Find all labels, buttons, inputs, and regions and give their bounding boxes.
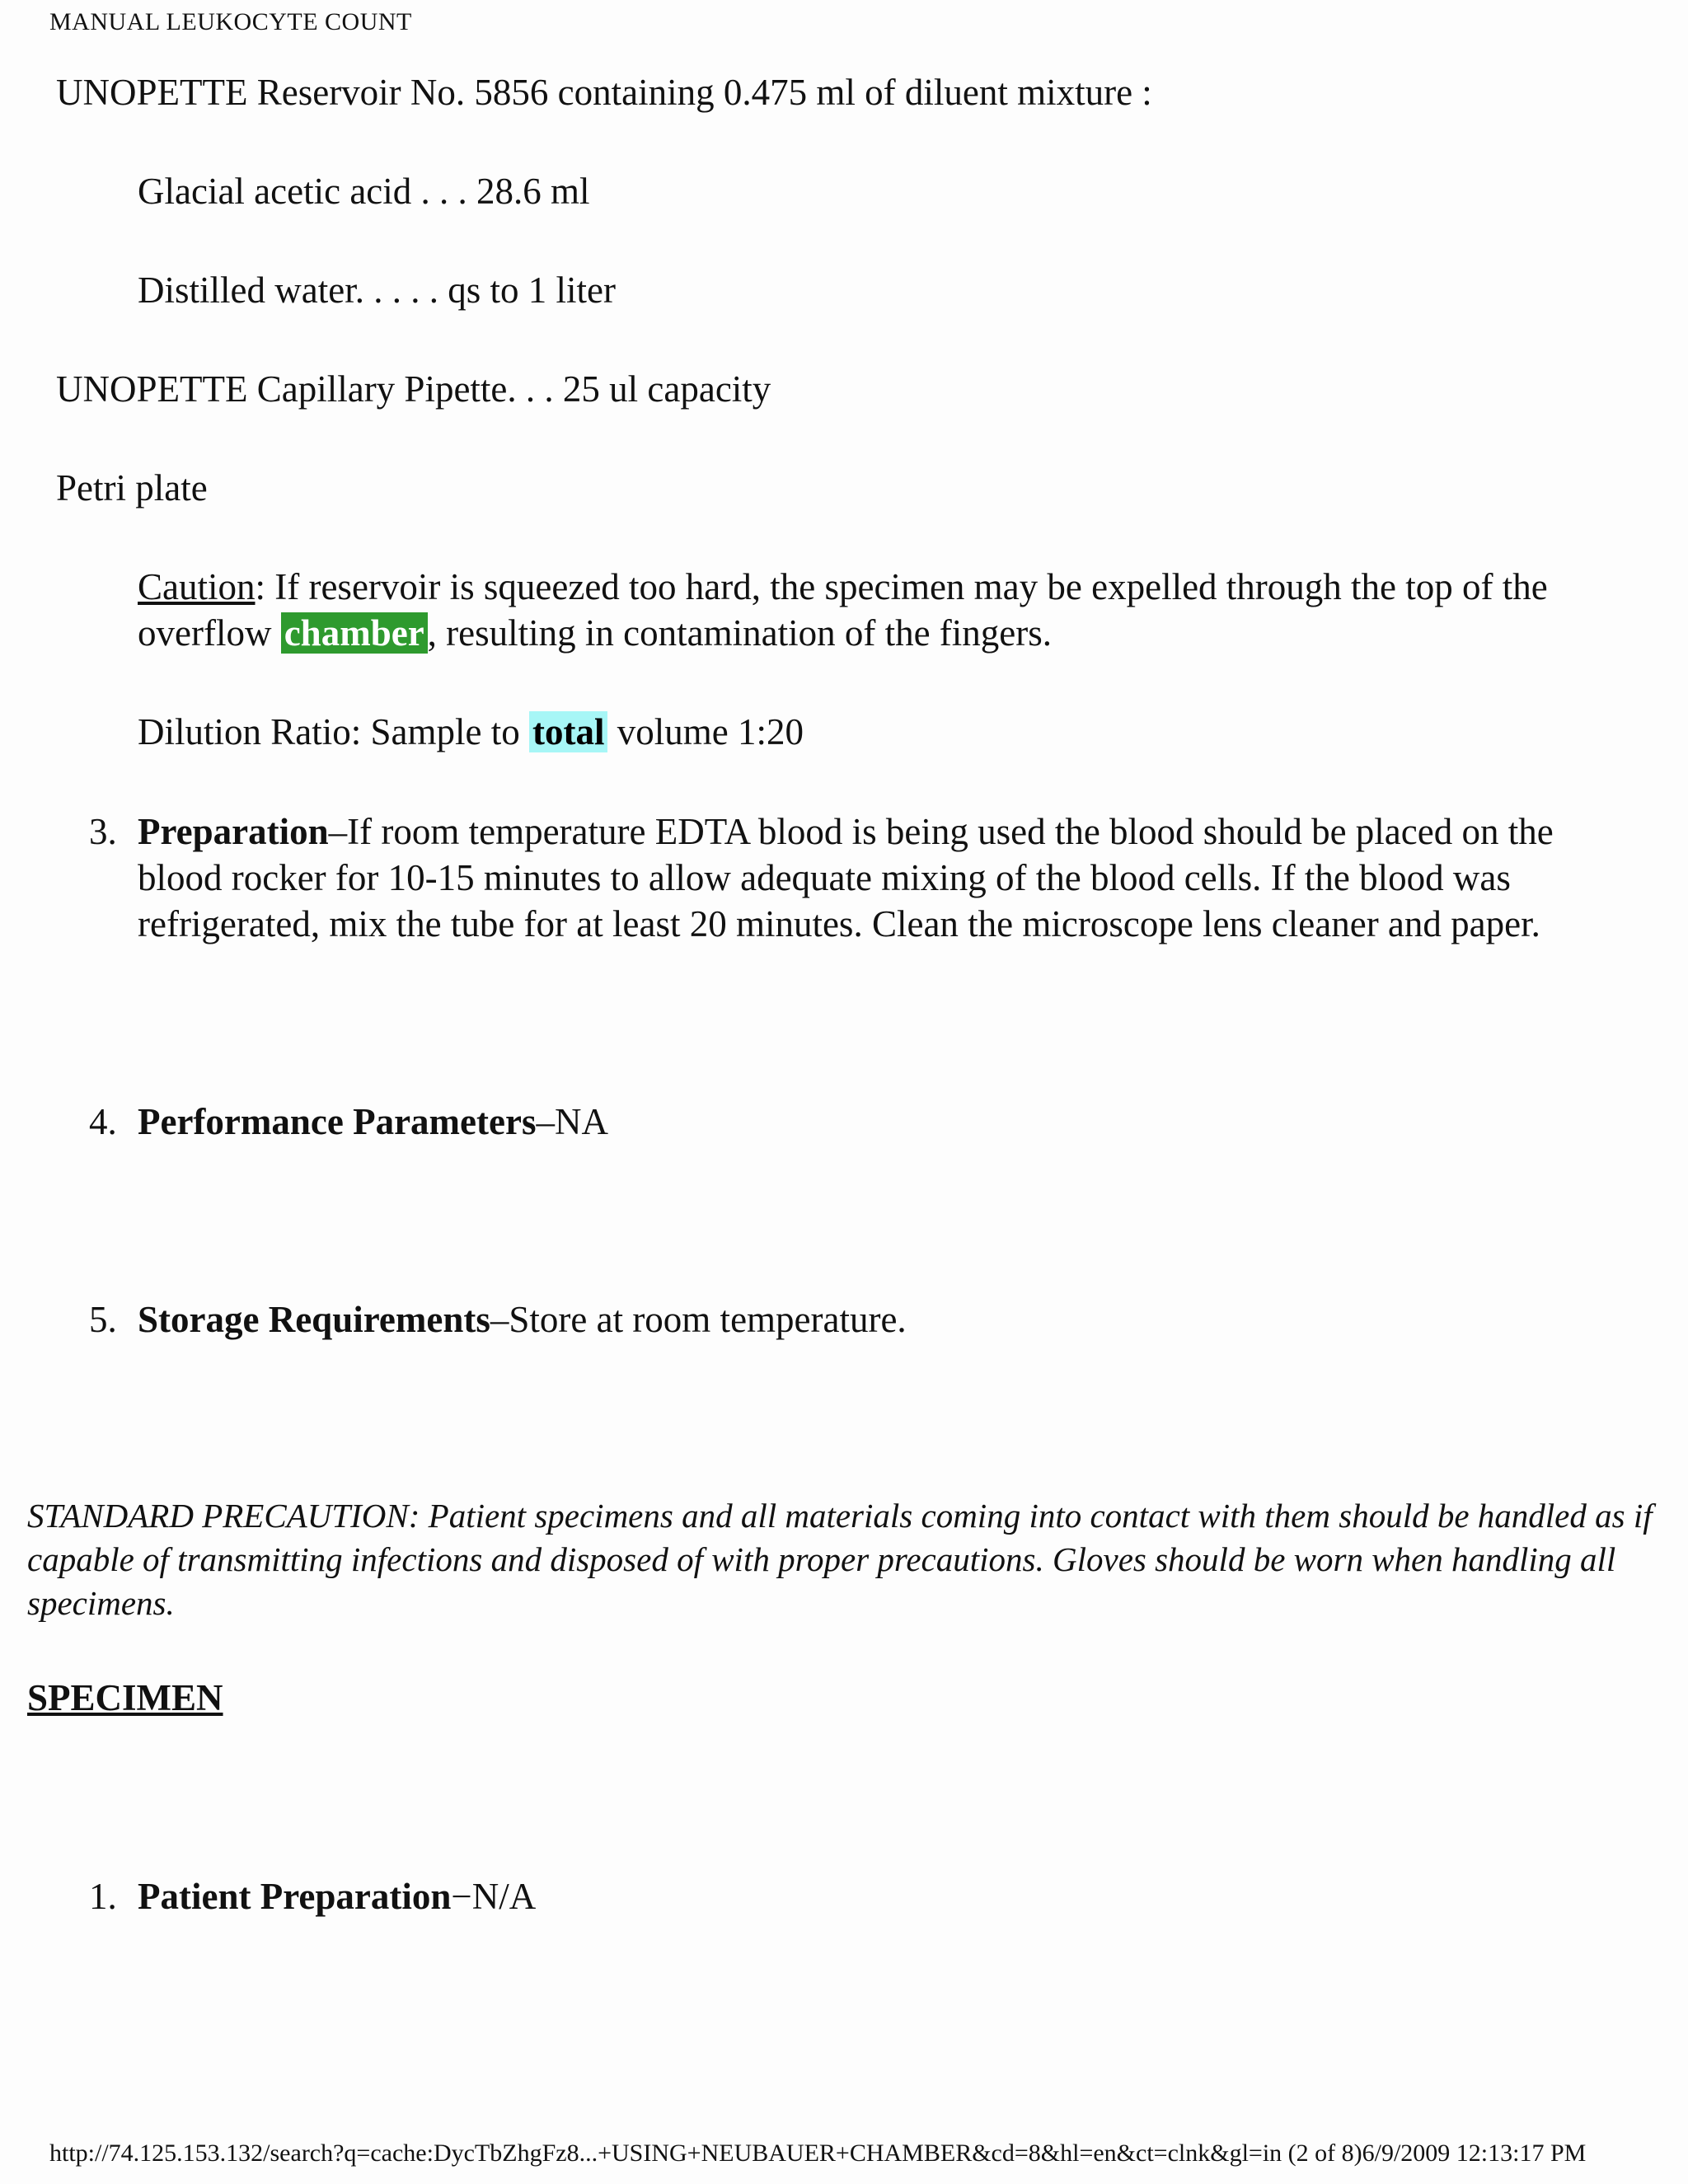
petri-plate-line: Petri plate xyxy=(56,467,208,509)
caution-label: Caution xyxy=(138,566,256,607)
dilution-ratio-line xyxy=(138,709,804,755)
reservoir-line: UNOPETTE Reservoir No. 5856 containing 0.475 ml of diluent mixture : xyxy=(56,72,1152,113)
preparation-title: Preparation xyxy=(138,811,329,852)
footer-url: http://74.125.153.132/search?q=cache:DycTbZhgFz8...+USING+NEUBAUER+CHAMBER&cd=8&hl=en&ct=clnk&gl=in (2 of 8)6/9/2009 12:13:17 PM xyxy=(49,2139,1587,2167)
caution-text-1: : If reservoir is squeezed too hard, the specimen may be expelled through the top of the overflow xyxy=(138,566,1548,654)
highlight-total: total xyxy=(529,711,607,752)
caution-paragraph xyxy=(138,564,1646,656)
preparation-paragraph xyxy=(138,808,1646,947)
distilled-water-line: Distilled water. . . . . qs to 1 liter xyxy=(138,269,616,311)
pipette-line: UNOPETTE Capillary Pipette. . . 25 ul capacity xyxy=(56,368,771,410)
performance-parameters-line xyxy=(138,1099,608,1145)
storage-title: Storage Requirements xyxy=(138,1299,490,1340)
caution-text-2: , resulting in contamination of the fingers. xyxy=(427,612,1053,654)
patient-preparation-text: −N/A xyxy=(451,1876,537,1917)
performance-text: –NA xyxy=(536,1101,608,1142)
preparation-text: –If room temperature EDTA blood is being used the blood should be placed on the blood rocker for 10-15 minutes to allow adequate mixing of the blood cells. If the blood was refrigerated, mix the tube for at least 20 minutes. Clean the microscope lens cleaner and paper. xyxy=(138,811,1554,944)
item-4-number: 4. xyxy=(89,1101,117,1142)
storage-requirements-line xyxy=(138,1296,907,1343)
patient-preparation-line xyxy=(138,1873,536,1919)
page-header: MANUAL LEUKOCYTE COUNT xyxy=(49,8,412,35)
performance-title: Performance Parameters xyxy=(138,1101,537,1142)
highlight-chamber: chamber xyxy=(281,612,428,654)
storage-text: –Store at room temperature. xyxy=(490,1299,907,1340)
item-5-number: 5. xyxy=(89,1299,117,1340)
specimen-heading: SPECIMEN xyxy=(27,1677,223,1718)
patient-preparation-title: Patient Preparation xyxy=(138,1876,452,1917)
item-3-number: 3. xyxy=(89,811,117,852)
specimen-item-1-number: 1. xyxy=(89,1876,117,1917)
dilution-suffix: volume 1:20 xyxy=(607,711,804,752)
standard-precaution: STANDARD PRECAUTION: Patient specimens and all materials coming into contact with them should be handled as if capable of transmitting infections and disposed of with proper precautions. Gloves should be worn when handling all specimens. xyxy=(27,1497,1653,1622)
dilution-prefix: Dilution Ratio: Sample to xyxy=(138,711,529,752)
acetic-acid-line: Glacial acetic acid . . . 28.6 ml xyxy=(138,171,590,212)
